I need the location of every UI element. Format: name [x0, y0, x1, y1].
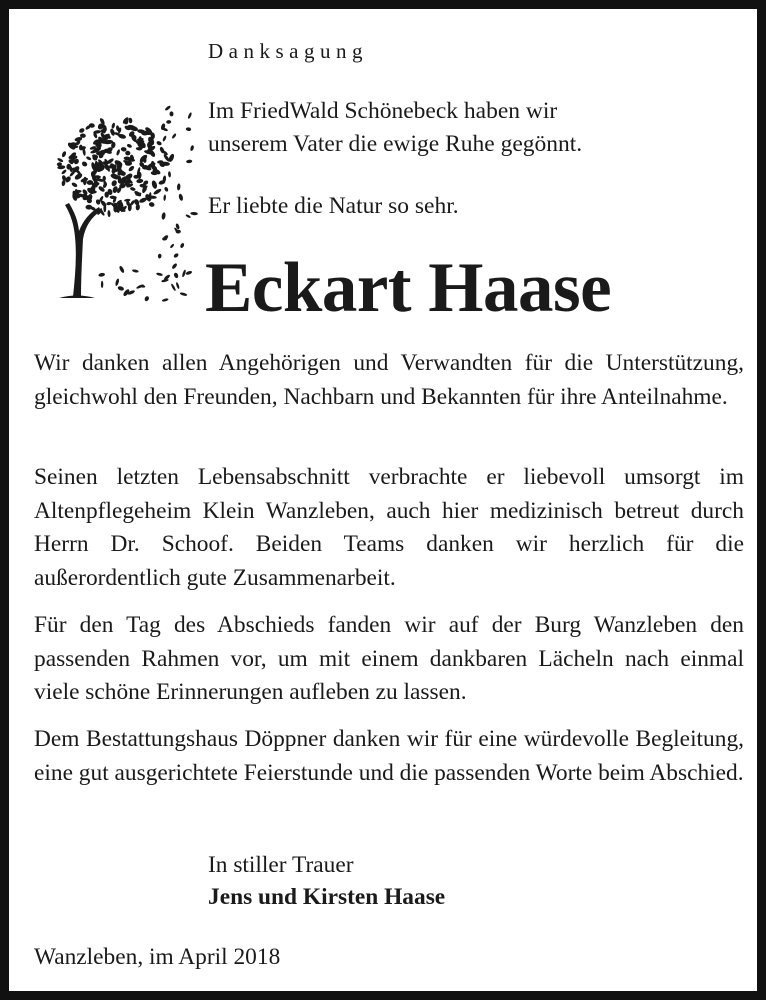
paragraph-funeral-home: Dem Bestattungshaus Döppner danken wir für eine würdevolle Begleitung, eine gut ausgerichtete Feierstunde und die passenden Worte beim Abschied.	[34, 726, 744, 786]
place-date: Wanzleben, im April 2018	[34, 944, 281, 970]
paragraph-farewell-day: Für den Tag des Abschieds fanden wir auf der Burg Wanzleben den passenden Rahmen vor, um mit einem dankbaren Lächeln nach einmal viele schöne Erinnerungen aufleben zu lassen.	[34, 612, 744, 706]
paragraph-thanks-relatives: Wir danken allen Angehörigen und Verwandten für die Unterstützung, gleichwohl den Freunden, Nachbarn und Bekannten für ihre Anteilnahme.	[34, 350, 744, 410]
mourners-names: Jens und Kirsten Haase	[208, 884, 446, 910]
intro-text: Im FriedWald Schönebeck haben wir unserem Vater die ewige Ruhe gegönnt.	[208, 98, 583, 157]
windblown-tree-icon	[29, 97, 201, 309]
deceased-name: Eckart Haase	[205, 249, 612, 327]
nature-line: Er liebte die Natur so sehr.	[208, 193, 459, 219]
notice-heading: Danksagung	[208, 39, 368, 63]
paragraph-care-home: Seinen letzten Lebensabschnitt verbrachte er liebevoll umsorgt im Altenpflegeheim Klein Wanzleben, auch hier medizinisch betreut durch Herrn Dr. Schoof. Beiden Teams danken wir herzlich für die außerordentlich gute Zusammenarbeit.	[34, 464, 744, 591]
mourning-line: In stiller Trauer	[208, 852, 354, 878]
